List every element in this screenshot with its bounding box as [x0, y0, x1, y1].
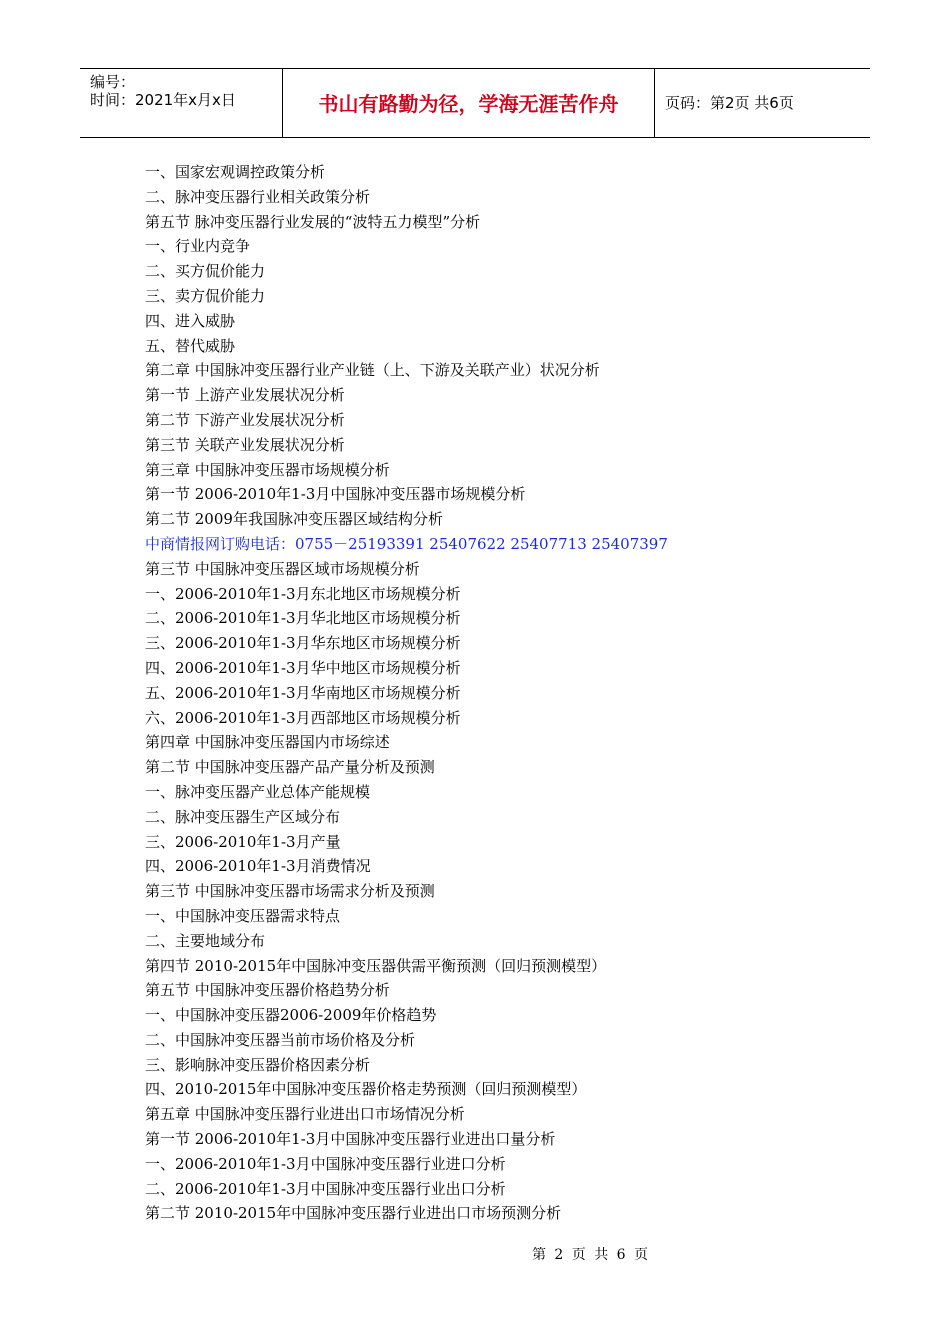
- toc-line: 四、进入威胁: [145, 311, 236, 330]
- toc-line: 第三章 中国脉冲变压器市场规模分析: [145, 460, 390, 479]
- toc-line: 第一节 2006-2010年1-3月中国脉冲变压器市场规模分析: [145, 485, 526, 504]
- toc-line: 第一节 上游产业发展状况分析: [145, 386, 345, 405]
- toc-line: 三、2006-2010年1-3月产量: [145, 832, 341, 851]
- toc-line: 第四章 中国脉冲变压器国内市场综述: [145, 733, 390, 752]
- header-page-cell: [655, 69, 870, 137]
- table-of-contents: [145, 160, 845, 1226]
- toc-line: 一、行业内竞争: [145, 237, 251, 256]
- toc-line: 一、脉冲变压器产业总体产能规模: [145, 782, 371, 801]
- toc-line: 四、2006-2010年1-3月消费情况: [145, 857, 371, 876]
- header-page-info: 页码：第2页 共6页: [665, 94, 794, 112]
- toc-line: 六、2006-2010年1-3月西部地区市场规模分析: [145, 708, 461, 727]
- toc-line: 第二章 中国脉冲变压器行业产业链（上、下游及关联产业）状况分析: [145, 361, 600, 380]
- toc-line: 四、2006-2010年1-3月华中地区市场规模分析: [145, 658, 461, 677]
- toc-line: 第四节 2010-2015年中国脉冲变压器供需平衡预测（回归预测模型）: [145, 956, 607, 975]
- toc-line: 第五节 中国脉冲变压器价格趋势分析: [145, 981, 390, 1000]
- toc-line: 第一节 2006-2010年1-3月中国脉冲变压器行业进出口量分析: [145, 1130, 556, 1149]
- toc-line: 五、替代威胁: [145, 336, 236, 355]
- toc-line: 第三节 中国脉冲变压器区域市场规模分析: [145, 559, 420, 578]
- document-date: 时间：2021年x月x日: [90, 91, 236, 109]
- toc-line: 一、中国脉冲变压器需求特点: [145, 906, 341, 925]
- toc-line: 一、2006-2010年1-3月中国脉冲变压器行业进口分析: [145, 1154, 506, 1173]
- toc-line: 四、2010-2015年中国脉冲变压器价格走势预测（回归预测模型）: [145, 1080, 587, 1099]
- toc-line: 二、中国脉冲变压器当前市场价格及分析: [145, 1030, 416, 1049]
- toc-line: 一、中国脉冲变压器2006-2009年价格趋势: [145, 1006, 437, 1025]
- toc-line: 第二节 中国脉冲变压器产品产量分析及预测: [145, 758, 435, 777]
- toc-line: 第三节 关联产业发展状况分析: [145, 435, 345, 454]
- toc-line: 第二节 2009年我国脉冲变压器区域结构分析: [145, 510, 443, 529]
- toc-line: 三、2006-2010年1-3月华东地区市场规模分析: [145, 634, 461, 653]
- toc-line: 第二节 2010-2015年中国脉冲变压器行业进出口市场预测分析: [145, 1204, 562, 1223]
- page-footer: 第 2 页 共 6 页: [531, 1247, 649, 1263]
- toc-line: 二、主要地域分布: [145, 931, 266, 950]
- header-motto-cell: [283, 69, 655, 137]
- document-number-label: 编号：: [90, 73, 136, 91]
- toc-line: 二、2006-2010年1-3月华北地区市场规模分析: [145, 609, 461, 628]
- toc-line: 二、2006-2010年1-3月中国脉冲变压器行业出口分析: [145, 1179, 506, 1198]
- toc-line: 二、脉冲变压器生产区域分布: [145, 807, 341, 826]
- toc-line: 第五章 中国脉冲变压器行业进出口市场情况分析: [145, 1105, 465, 1124]
- motto-text: 书山有路勤为径，学海无涯苦作舟: [318, 92, 619, 116]
- toc-line: 二、脉冲变压器行业相关政策分析: [145, 187, 371, 206]
- toc-line: 五、2006-2010年1-3月华南地区市场规模分析: [145, 683, 461, 702]
- toc-line: 二、买方侃价能力: [145, 262, 266, 281]
- toc-line: 三、影响脉冲变压器价格因素分析: [145, 1055, 371, 1074]
- toc-line: 第三节 中国脉冲变压器市场需求分析及预测: [145, 882, 435, 901]
- order-phone-line: 中商情报网订购电话：0755－25193391 25407622 25407713 25407397: [145, 534, 668, 553]
- toc-line: 第五节 脉冲变压器行业发展的“波特五力模型”分析: [145, 212, 481, 231]
- toc-line: 第二节 下游产业发展状况分析: [145, 410, 345, 429]
- toc-line: 一、国家宏观调控政策分析: [145, 163, 326, 181]
- toc-line: 一、2006-2010年1-3月东北地区市场规模分析: [145, 584, 461, 603]
- toc-line: 三、卖方侃价能力: [145, 286, 266, 305]
- page-header: [80, 68, 870, 138]
- header-meta-cell: [80, 69, 283, 137]
